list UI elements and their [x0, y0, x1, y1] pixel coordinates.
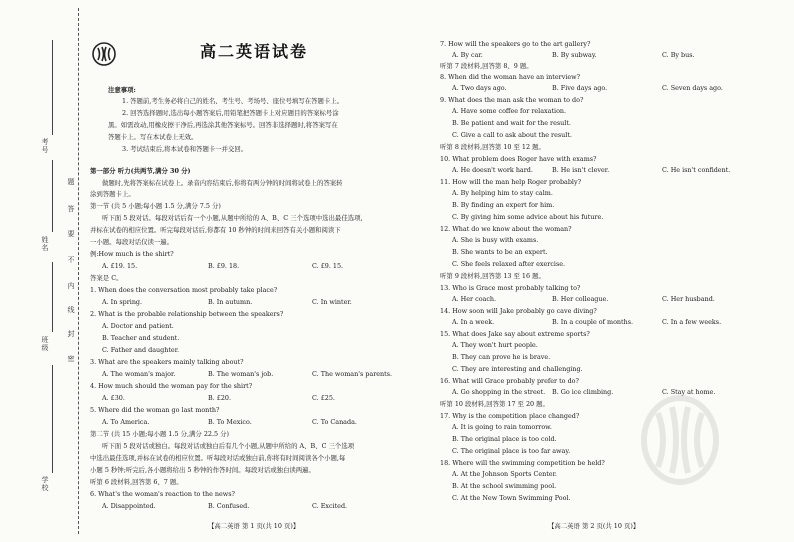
question-text: 2. What is the probable relationship between the speakers? — [90, 310, 284, 318]
question-option: A. They won't hurt people. — [452, 341, 538, 349]
question-option: B. By finding an expert for him. — [452, 201, 555, 209]
question-option: C. At the New Town Swimming Pool. — [452, 494, 571, 502]
question-option: C. In a few weeks. — [662, 318, 722, 326]
question-option: A. Go shopping in the street. — [452, 388, 546, 396]
material-note: 听第 7 段材料,回答第 8、9 题。 — [440, 62, 533, 70]
example-option: C. £9. 15. — [312, 262, 344, 270]
name-line — [52, 160, 53, 232]
question-option: C. By bus. — [662, 51, 695, 59]
question-option: B. He isn't clever. — [552, 166, 610, 174]
question-text: 14. How soon will Jake probably go cave diving? — [440, 307, 597, 315]
section1-heading: 第一节 (共 5 小题;每小题 1.5 分,满分 7.5 分) — [90, 202, 221, 210]
example-answer: 答案是 C。 — [90, 274, 123, 282]
question-option: C. He isn't confident. — [662, 166, 731, 174]
question-option: C. The woman's parents. — [312, 370, 393, 378]
part1-heading: 第一部分 听力(共两节,满分 30 分) — [90, 167, 191, 175]
question-text: 11. How will the man help Roger probably? — [440, 178, 582, 186]
class-line — [52, 262, 53, 332]
question-text: 1. When does the conversation most probably take place? — [90, 286, 278, 294]
section2-intro: 中选出最佳选项,并标在试卷的相应位置。听每段对话或独白前,你将有时间阅读各个小题,每 — [90, 454, 346, 462]
section1-intro: 一小题。每段对话仅读一遍。 — [90, 238, 174, 246]
question-option: C. By giving him some advice about his future. — [452, 213, 604, 221]
page-footer: 【高二英语 第 2 页(共 10 页)】 — [548, 522, 640, 530]
question-option: A. It is going to rain tomorrow. — [452, 423, 552, 431]
question-option: A. The woman's major. — [102, 370, 176, 378]
notice-line: 黑。如需改动,用橡皮擦干净后,再选涂其他答案标号。回答非选择题时,将答案写在 — [108, 121, 338, 129]
question-option: B. To Mexico. — [208, 418, 252, 426]
question-option: A. She is busy with exams. — [452, 236, 539, 244]
question-option: A. Doctor and patient. — [102, 322, 174, 330]
question-option: C. Give a call to ask about the result. — [452, 131, 572, 139]
watermark-logo — [640, 395, 720, 485]
school-label: 学校 — [41, 476, 49, 492]
question-option: B. They can prove he is brave. — [452, 353, 551, 361]
class-label: 班级 — [41, 336, 49, 352]
school-line — [52, 365, 53, 473]
question-text: 12. What do we know about the woman? — [440, 225, 572, 233]
question-option: C. Excited. — [312, 502, 348, 510]
material-note: 听第 10 段材料,回答第 17 至 20 题。 — [440, 400, 549, 408]
example-option: A. £19. 15. — [102, 262, 138, 270]
question-text: 13. Who is Grace most probably talking to? — [440, 284, 581, 292]
question-option: C. £25. — [312, 394, 335, 402]
question-option: A. Disappointed. — [102, 502, 156, 510]
question-option: C. To Canada. — [312, 418, 357, 426]
notice-line: 1. 答题前,考生务必将自己的姓名、考生号、考场号、座位号填写在答题卡上。 — [122, 97, 344, 105]
publisher-logo — [92, 42, 116, 66]
question-option: B. In autumn. — [208, 298, 253, 306]
notice-line: 3. 考试结束后,将本试卷和答题卡一并交回。 — [122, 145, 248, 153]
question-option: A. Two days ago. — [452, 84, 507, 92]
question-option: B. In a couple of months. — [552, 318, 634, 326]
question-option: C. They are interesting and challenging. — [452, 365, 583, 373]
question-option: C. Seven days ago. — [662, 84, 723, 92]
part1-intro: 涂到答题卡上。 — [90, 190, 135, 198]
question-option: B. Be patient and wait for the result. — [452, 119, 571, 127]
question-option: B. Teacher and student. — [102, 334, 180, 342]
question-option: C. Father and daughter. — [102, 346, 180, 354]
question-text: 3. What are the speakers mainly talking about? — [90, 358, 244, 366]
question-option: B. The woman's job. — [208, 370, 274, 378]
question-option: A. In spring. — [102, 298, 143, 306]
question-option: C. Her husband. — [662, 295, 715, 303]
page-footer: 【高二英语 第 1 页(共 10 页)】 — [208, 522, 300, 530]
seal-char: 答 — [67, 205, 75, 213]
section2-heading: 第二节 (共 15 小题;每小题 1.5 分,满分 22.5 分) — [90, 430, 229, 438]
question-text: 4. How much should the woman pay for the shirt? — [90, 382, 253, 390]
question-text: 6. What's the woman's reaction to the news? — [90, 490, 235, 498]
question-option: B. Go ice climbing. — [552, 388, 614, 396]
question-option: B. Five days ago. — [552, 84, 608, 92]
exam-number-label: 考号 — [41, 138, 49, 154]
seal-char: 内 — [67, 282, 75, 290]
seal-char: 要 — [67, 230, 75, 238]
question-option: C. Stay at home. — [662, 388, 716, 396]
material-note: 听第 6 段材料,回答第 6、7 题。 — [90, 478, 183, 486]
question-option: B. By subway. — [552, 51, 597, 59]
question-option: B. At the school swimming pool. — [452, 482, 557, 490]
material-note: 听第 9 段材料,回答第 13 至 16 题。 — [440, 272, 545, 280]
question-option: A. By car. — [452, 51, 483, 59]
seal-char: 封 — [67, 330, 75, 338]
seal-line — [78, 8, 79, 534]
question-option: C. She feels relaxed after exercise. — [452, 260, 566, 268]
exam-number-line — [52, 40, 53, 135]
name-label: 姓名 — [41, 236, 49, 252]
section2-intro: 听下面 5 段对话或独白。每段对话或独白后有几个小题,从题中所给的 A、B、C 三个选项 — [102, 442, 355, 450]
question-text: 16. What will Grace probably prefer to do? — [440, 377, 579, 385]
seal-char: 密 — [67, 355, 75, 363]
question-text: 10. What problem does Roger have with exams? — [440, 155, 597, 163]
question-option: B. Her colleague. — [552, 295, 609, 303]
part1-intro: 做题时,先将答案标在试卷上。录音内容结束后,你将有两分钟的时间将试卷上的答案转 — [102, 179, 343, 187]
notice-heading: 注意事项: — [108, 86, 136, 94]
question-text: 7. How will the speakers go to the art gallery? — [440, 40, 591, 48]
question-option: C. In winter. — [312, 298, 352, 306]
question-option: A. At the Johnson Sports Center. — [452, 470, 557, 478]
question-option: A. Have some coffee for relaxation. — [452, 107, 567, 115]
example-question: 例:How much is the shirt? — [90, 250, 174, 258]
seal-char: 不 — [67, 256, 75, 264]
section1-intro: 听下面 5 段对话。每段对话后有一个小题,从题中所给的 A、B、C 三个选项中选出最佳选项, — [102, 214, 363, 222]
section2-intro: 小题 5 秒钟;听完后,各小题将给出 5 秒钟的作答时间。每段对话或独白读两遍。 — [90, 466, 315, 474]
question-option: B. Confused. — [208, 502, 250, 510]
question-option: A. By helping him to stay calm. — [452, 189, 553, 197]
example-option: B. £9. 18. — [208, 262, 240, 270]
seal-char: 题 — [67, 178, 75, 186]
question-option: C. The original place is too far away. — [452, 447, 571, 455]
notice-line: 答题卡上。写在本试卷上无效。 — [108, 133, 198, 141]
notice-line: 2. 回答选择题时,选出每小题答案后,用铅笔把答题卡上对应题目的答案标号涂 — [122, 109, 339, 117]
question-option: A. To America. — [102, 418, 150, 426]
material-note: 听第 8 段材料,回答第 10 至 12 题。 — [440, 143, 545, 151]
seal-char: 线 — [67, 306, 75, 314]
question-option: A. Her coach. — [452, 295, 497, 303]
question-option: A. He doesn't work hard. — [452, 166, 533, 174]
question-option: A. In a week. — [452, 318, 495, 326]
binding-margin — [0, 0, 86, 542]
question-text: 5. Where did the woman go last month? — [90, 406, 220, 414]
question-option: B. £20. — [208, 394, 231, 402]
question-option: A. £30. — [102, 394, 125, 402]
question-text: 15. What does Jake say about extreme sports? — [440, 330, 590, 338]
question-text: 18. Where will the swimming competition be held? — [440, 459, 605, 467]
section1-intro: 并标在试卷的相应位置。听完每段对话后,你都有 10 秒钟的时间来回答有关小题和阅读下 — [90, 226, 341, 234]
question-option: B. The original place is too cold. — [452, 435, 557, 443]
question-text: 17. Why is the competition place changed? — [440, 412, 580, 420]
page-title: 高二英语试卷 — [200, 42, 309, 61]
question-option: B. She wants to be an expert. — [452, 248, 548, 256]
question-text: 9. What does the man ask the woman to do? — [440, 96, 584, 104]
question-text: 8. When did the woman have an interview? — [440, 73, 581, 81]
